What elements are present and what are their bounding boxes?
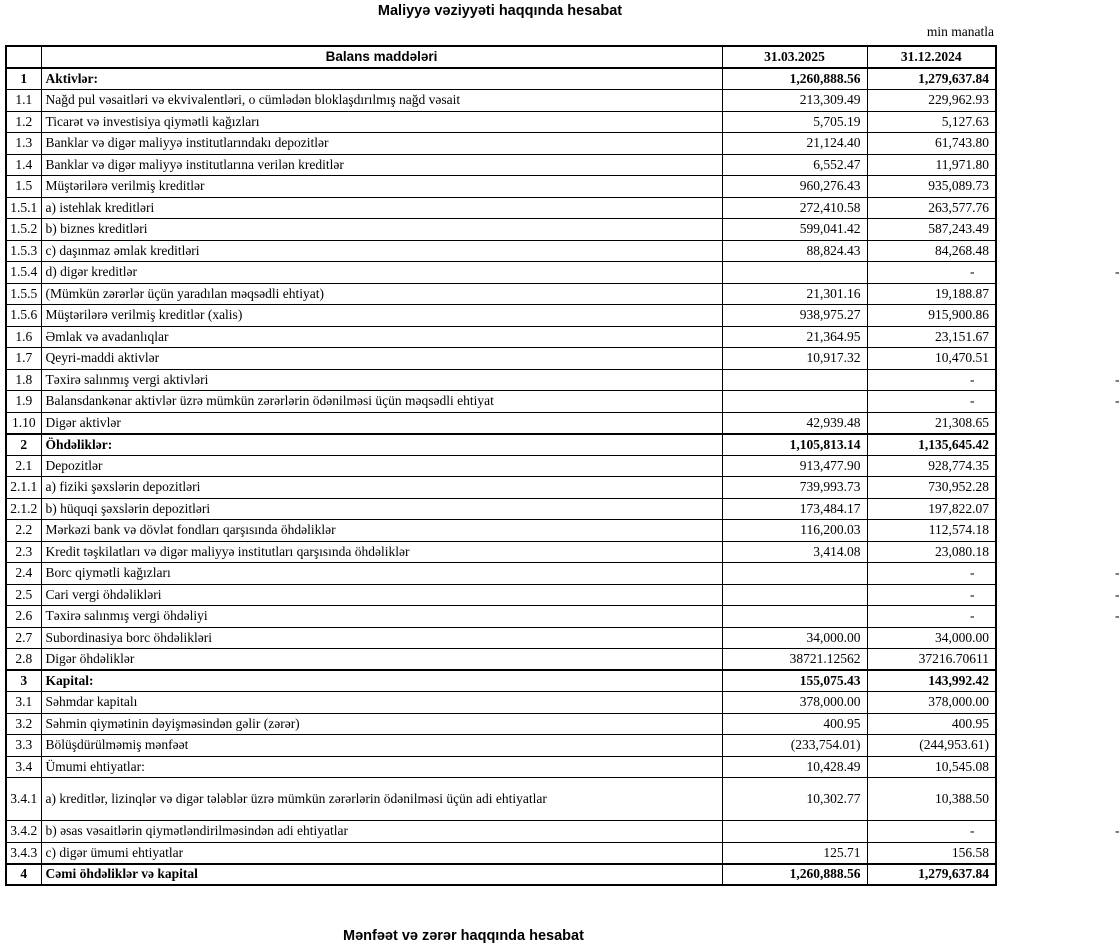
row-label-cell: Müştərilərə verilmiş kreditlər (xalis) [41,305,722,327]
row-label-cell: Subordinasiya borc öhdəlikləri [41,627,722,649]
row-value-2024-cell: 915,900.86 [867,305,996,327]
row-label-cell: Ümumi ehtiyatlar: [41,756,722,778]
row-value-2025-cell: 1,105,813.14 [722,434,867,456]
row-label-cell: Mərkəzi bank və dövlət fondları qarşısında öhdəliklər [41,520,722,542]
row-value-2025-cell: 960,276.43 [722,176,867,198]
table-header-row [6,46,996,68]
row-value-2024-cell: 11,971.80 [867,154,996,176]
row-value-2025-cell: 739,993.73 [722,477,867,499]
row-value-2025-cell: 10,302.77 [722,778,867,821]
row-value-2025-cell: 1,260,888.56 [722,864,867,886]
row-value-2024-cell: 10,545.08 [867,756,996,778]
row-value-2025-cell: 173,484.17 [722,498,867,520]
table-row [6,778,996,821]
table-row [6,176,996,198]
row-value-2025-cell: 10,917.32 [722,348,867,370]
row-value-2024-cell: 23,151.67 [867,326,996,348]
row-value-2024-cell: (244,953.61) [867,735,996,757]
table-row [6,692,996,714]
row-label-cell: Kapital: [41,670,722,692]
row-label-cell: Qeyri-maddi aktivlər [41,348,722,370]
row-value-2024-cell: - [867,563,996,585]
row-value-2025-cell: - [722,584,867,606]
row-value-2025-cell: - [722,563,867,585]
row-value-2024-cell: 143,992.42 [867,670,996,692]
row-value-2024-cell: 23,080.18 [867,541,996,563]
row-value-2025-cell: 400.95 [722,713,867,735]
row-value-2025-cell: - [722,821,867,843]
row-number-cell: 2.3 [6,541,41,563]
row-value-2024-cell: 263,577.76 [867,197,996,219]
row-label-cell: Səhmin qiymətinin dəyişməsindən gəlir (zərər) [41,713,722,735]
row-label-cell: Digər aktivlər [41,412,722,434]
row-value-2025-cell: 272,410.58 [722,197,867,219]
table-row [6,369,996,391]
row-value-2025-cell: - [722,369,867,391]
row-number-cell: 1.7 [6,348,41,370]
row-label-cell: c) digər ümumi ehtiyatlar [41,842,722,864]
table-row [6,477,996,499]
row-value-2025-cell: - [722,606,867,628]
row-number-cell: 1.5.3 [6,240,41,262]
row-label-cell: Cəmi öhdəliklər və kapital [41,864,722,886]
row-number-cell: 1.6 [6,326,41,348]
row-value-2024-cell: 37216.70611 [867,649,996,671]
table-row [6,283,996,305]
row-number-cell: 3.4.1 [6,778,41,821]
row-number-cell: 2.1.2 [6,498,41,520]
table-row [6,197,996,219]
row-value-2024-cell: 1,279,637.84 [867,864,996,886]
table-row [6,563,996,585]
row-number-cell: 1.5.1 [6,197,41,219]
row-value-2025-cell: 34,000.00 [722,627,867,649]
row-value-2025-cell: 38721.12562 [722,649,867,671]
row-number-cell: 1.5.2 [6,219,41,241]
row-value-2025-cell: 125.71 [722,842,867,864]
header-date-2024: 31.12.2024 [867,46,996,68]
table-row [6,455,996,477]
row-label-cell: Balansdankənar aktivlər üzrə mümkün zərərlərin ödənilməsi üçün məqsədli ehtiyat [41,391,722,413]
row-label-cell: d) digər kreditlər [41,262,722,284]
row-value-2024-cell: 156.58 [867,842,996,864]
row-value-2025-cell: 1,260,888.56 [722,68,867,90]
row-value-2025-cell: 378,000.00 [722,692,867,714]
table-row [6,326,996,348]
table-row [6,821,996,843]
row-value-2025-cell: 21,364.95 [722,326,867,348]
row-number-cell: 3 [6,670,41,692]
row-label-cell: Təxirə salınmış vergi öhdəliyi [41,606,722,628]
header-date-2025: 31.03.2025 [722,46,867,68]
row-label-cell: a) istehlak kreditləri [41,197,722,219]
row-value-2025-cell: 116,200.03 [722,520,867,542]
row-number-cell: 1.3 [6,133,41,155]
row-value-2024-cell: 928,774.35 [867,455,996,477]
row-value-2024-cell: - [867,262,996,284]
row-value-2025-cell: 21,124.40 [722,133,867,155]
row-value-2025-cell: 938,975.27 [722,305,867,327]
row-label-cell: Müştərilərə verilmiş kreditlər [41,176,722,198]
table-row [6,670,996,692]
row-label-cell: c) daşınmaz əmlak kreditləri [41,240,722,262]
table-row [6,434,996,456]
table-row [6,864,996,886]
row-value-2025-cell: 42,939.48 [722,412,867,434]
row-label-cell: Öhdəliklər: [41,434,722,456]
row-value-2025-cell: - [722,391,867,413]
header-empty-cell [6,46,41,68]
table-row [6,240,996,262]
row-label-cell: b) biznes kreditləri [41,219,722,241]
row-label-cell: Təxirə salınmış vergi aktivləri [41,369,722,391]
row-value-2024-cell: 935,089.73 [867,176,996,198]
table-row [6,520,996,542]
table-row [6,735,996,757]
row-number-cell: 3.3 [6,735,41,757]
row-number-cell: 3.2 [6,713,41,735]
header-balance-items: Balans maddələri [41,46,722,68]
row-value-2024-cell: 730,952.28 [867,477,996,499]
row-label-cell: Ticarət və investisiya qiymətli kağızları [41,111,722,133]
row-number-cell: 1.2 [6,111,41,133]
row-value-2024-cell: 587,243.49 [867,219,996,241]
row-label-cell: Bölüşdürülməmiş mənfəət [41,735,722,757]
row-label-cell: Depozitlər [41,455,722,477]
table-row [6,348,996,370]
row-value-2025-cell: 3,414.08 [722,541,867,563]
row-value-2024-cell: 34,000.00 [867,627,996,649]
row-number-cell: 2.7 [6,627,41,649]
table-row [6,111,996,133]
row-number-cell: 1.5.6 [6,305,41,327]
row-number-cell: 2 [6,434,41,456]
row-number-cell: 2.1.1 [6,477,41,499]
row-number-cell: 1.5.5 [6,283,41,305]
row-value-2024-cell: 378,000.00 [867,692,996,714]
row-value-2025-cell: (233,754.01) [722,735,867,757]
row-value-2025-cell: 5,705.19 [722,111,867,133]
row-label-cell: Səhmdar kapitalı [41,692,722,714]
table-row [6,713,996,735]
row-number-cell: 2.6 [6,606,41,628]
row-label-cell: a) fiziki şəxslərin depozitləri [41,477,722,499]
row-number-cell: 2.4 [6,563,41,585]
table-row [6,90,996,112]
row-value-2024-cell: - [867,584,996,606]
row-value-2024-cell: 1,279,637.84 [867,68,996,90]
row-label-cell: Borc qiymətli kağızları [41,563,722,585]
table-row [6,154,996,176]
row-value-2024-cell: 1,135,645.42 [867,434,996,456]
row-number-cell: 2.8 [6,649,41,671]
row-value-2024-cell: 21,308.65 [867,412,996,434]
row-label-cell: a) kreditlər, lizinqlər və digər tələblər üzrə mümkün zərərlərin ödənilməsi üçün adi ehtiyatlar [41,778,722,821]
row-label-cell: b) əsas vəsaitlərin qiymətləndirilməsindən adi ehtiyatlar [41,821,722,843]
row-number-cell: 1.5.4 [6,262,41,284]
row-value-2024-cell: - [867,821,996,843]
row-number-cell: 2.5 [6,584,41,606]
row-value-2025-cell: 10,428.49 [722,756,867,778]
row-value-2025-cell: 213,309.49 [722,90,867,112]
table-row [6,606,996,628]
row-number-cell: 4 [6,864,41,886]
row-value-2025-cell: 88,824.43 [722,240,867,262]
unit-note: min manatla [926,24,994,39]
row-label-cell: Cari vergi öhdəlikləri [41,584,722,606]
table-row [6,541,996,563]
table-row [6,68,996,90]
row-number-cell: 3.4.3 [6,842,41,864]
row-number-cell: 1.9 [6,391,41,413]
table-row [6,756,996,778]
table-row [6,649,996,671]
row-value-2024-cell: 5,127.63 [867,111,996,133]
table-row [6,133,996,155]
row-value-2025-cell: 155,075.43 [722,670,867,692]
row-number-cell: 3.1 [6,692,41,714]
row-value-2024-cell: 84,268.48 [867,240,996,262]
table-row [6,305,996,327]
row-value-2024-cell: 19,188.87 [867,283,996,305]
row-label-cell: Nağd pul vəsaitləri və ekvivalentləri, o cümlədən bloklaşdırılmış nağd vəsait [41,90,722,112]
row-number-cell: 2.2 [6,520,41,542]
table-row [6,498,996,520]
row-value-2024-cell: - [867,391,996,413]
row-label-cell: Banklar və digər maliyyə institutlarındakı depozitlər [41,133,722,155]
row-number-cell: 3.4 [6,756,41,778]
row-value-2024-cell: 112,574.18 [867,520,996,542]
row-value-2024-cell: - [867,606,996,628]
row-value-2024-cell: 61,743.80 [867,133,996,155]
row-number-cell: 1.10 [6,412,41,434]
row-value-2024-cell: 10,470.51 [867,348,996,370]
row-number-cell: 2.1 [6,455,41,477]
row-label-cell: b) hüquqi şəxslərin depozitləri [41,498,722,520]
table-row [6,584,996,606]
row-number-cell: 1.1 [6,90,41,112]
row-value-2025-cell: 21,301.16 [722,283,867,305]
row-label-cell: (Mümkün zərərlər üçün yaradılan məqsədli ehtiyat) [41,283,722,305]
page-title: Maliyyə vəziyyəti haqqında hesabat [377,3,623,19]
row-value-2024-cell: - [867,369,996,391]
row-label-cell: Digər öhdəliklər [41,649,722,671]
row-value-2024-cell: 400.95 [867,713,996,735]
row-label-cell: Banklar və digər maliyyə institutlarına verilən kreditlər [41,154,722,176]
row-value-2025-cell: 599,041.42 [722,219,867,241]
row-value-2025-cell: - [722,262,867,284]
balance-sheet-table [5,45,1120,886]
row-value-2025-cell: 6,552.47 [722,154,867,176]
table-row [6,219,996,241]
table-row [6,627,996,649]
next-section-title-partial: Mənfəət və zərər haqqında hesabat [343,928,584,944]
row-number-cell: 1.8 [6,369,41,391]
table-row [6,842,996,864]
row-label-cell: Əmlak və avadanlıqlar [41,326,722,348]
row-label-cell: Kredit təşkilatları və digər maliyyə institutları qarşısında öhdəliklər [41,541,722,563]
row-number-cell: 1.4 [6,154,41,176]
table-row [6,412,996,434]
table-row [6,391,996,413]
row-value-2024-cell: 229,962.93 [867,90,996,112]
table-row [6,262,996,284]
row-value-2024-cell: 197,822.07 [867,498,996,520]
row-value-2024-cell: 10,388.50 [867,778,996,821]
row-value-2025-cell: 913,477.90 [722,455,867,477]
row-number-cell: 1.5 [6,176,41,198]
row-number-cell: 3.4.2 [6,821,41,843]
row-number-cell: 1 [6,68,41,90]
row-label-cell: Aktivlər: [41,68,722,90]
